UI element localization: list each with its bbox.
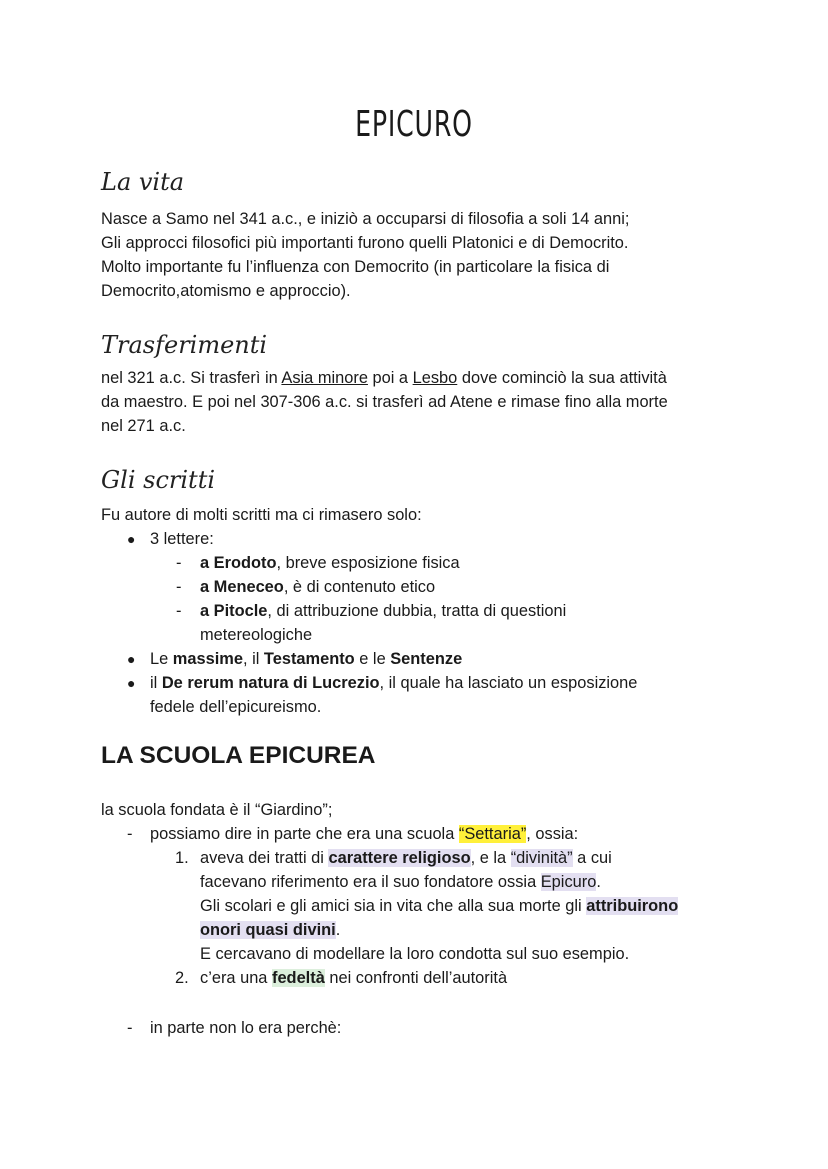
scuola-item-1-line-1 — [200, 846, 612, 870]
list-number: 1. — [175, 849, 189, 867]
highlight: “Settaria” — [458, 825, 527, 843]
page-title: EPICURO — [355, 104, 473, 145]
trasferimenti-line-3: nel 271 a.c. — [101, 417, 186, 435]
dash-icon: - — [127, 825, 133, 843]
text: massime — [172, 650, 243, 668]
highlight: carattere religioso — [328, 849, 471, 867]
scuola-intro: la scuola fondata è il “Giardino”; — [101, 801, 333, 819]
scritti-dash-3-cont: metereologiche — [200, 626, 313, 644]
vita-line-4: Democrito,atomismo e approccio). — [101, 282, 351, 300]
highlight: Epicuro — [540, 873, 597, 891]
text: poi a — [367, 369, 413, 387]
link-lesbo[interactable]: Lesbo — [412, 369, 458, 387]
scritti-dash-2 — [200, 575, 435, 599]
text: De rerum natura di Lucrezio — [161, 674, 380, 692]
text: Sentenze — [390, 650, 463, 668]
scritti-bullet-1: 3 lettere: — [150, 530, 214, 548]
text: , ossia: — [526, 825, 579, 843]
text: , di attribuzione dubbia, tratta di questioni — [267, 602, 567, 620]
text: possiamo dire in parte che era una scuola — [150, 825, 459, 843]
text: Le — [150, 650, 173, 668]
scritti-dash-1 — [200, 551, 460, 575]
scuola-item-1-line-4 — [200, 918, 340, 942]
scritti-intro: Fu autore di molti scritti ma ci rimasero solo: — [101, 506, 422, 524]
heading-vita: La vita — [101, 168, 185, 196]
text: a Erodoto — [200, 554, 277, 572]
scritti-bullet-2 — [150, 647, 462, 671]
highlight: onori quasi divini — [200, 921, 336, 939]
vita-line-3: Molto importante fu l’influenza con Democrito (in particolare la fisica di — [101, 258, 610, 276]
scuola-dash-2: in parte non lo era perchè: — [150, 1019, 342, 1037]
text: . — [335, 921, 341, 939]
text: a Meneceo — [200, 578, 284, 596]
text: a cui — [572, 849, 612, 867]
paragraph-trasferimenti — [101, 366, 761, 438]
bullet-icon: ● — [127, 675, 136, 691]
highlight: attribuirono — [586, 897, 679, 915]
text: a Pitocle — [200, 602, 268, 620]
text: dove cominciò la sua attività — [457, 369, 667, 387]
heading-trasferimenti: Trasferimenti — [101, 331, 268, 359]
text: , il — [242, 650, 264, 668]
text: , il quale ha lasciato un esposizione — [379, 674, 638, 692]
text: nel 321 a.c. Si trasferì in — [101, 369, 282, 387]
text: aveva dei tratti di — [200, 849, 329, 867]
heading-scuola: LA SCUOLA EPICUREA — [101, 742, 376, 769]
scuola-item-2 — [200, 966, 507, 990]
text: , e la — [470, 849, 511, 867]
scuola-item-1-line-5: E cercavano di modellare la loro condotta sul suo esempio. — [200, 945, 630, 963]
text: Testamento — [263, 650, 355, 668]
highlight: fedeltà — [271, 969, 325, 987]
link-asia-minore[interactable]: Asia minore — [281, 369, 368, 387]
trasferimenti-line-1 — [101, 366, 761, 390]
vita-line-1: Nasce a Samo nel 341 a.c., e iniziò a occuparsi di filosofia a soli 14 anni; — [101, 210, 630, 228]
scritti-dash-3 — [200, 599, 566, 623]
text: c’era una — [200, 969, 272, 987]
scuola-item-1-line-2 — [200, 870, 601, 894]
dash-icon: - — [176, 602, 182, 620]
text: facevano riferimento era il suo fondatore ossia — [200, 873, 541, 891]
dash-icon: - — [127, 1019, 133, 1037]
text: . — [596, 873, 601, 891]
text: il — [150, 674, 162, 692]
list-number: 2. — [175, 969, 189, 987]
scuola-dash-1 — [150, 822, 578, 846]
text: , breve esposizione fisica — [276, 554, 460, 572]
highlight: “divinità” — [510, 849, 573, 867]
bullet-icon: ● — [127, 531, 136, 547]
text: nei confronti dell’autorità — [324, 969, 508, 987]
paragraph-vita — [101, 207, 761, 303]
vita-line-2: Gli approcci filosofici più importanti furono quelli Platonici e di Democrito. — [101, 234, 629, 252]
scritti-bullet-3-cont: fedele dell’epicureismo. — [150, 698, 322, 716]
text: Gli scolari e gli amici sia in vita che alla sua morte gli — [200, 897, 587, 915]
heading-scritti: Gli scritti — [101, 466, 216, 494]
trasferimenti-line-2: da maestro. E poi nel 307-306 a.c. si trasferì ad Atene e rimase fino alla morte — [101, 393, 668, 411]
dash-icon: - — [176, 578, 182, 596]
text: , è di contenuto etico — [283, 578, 436, 596]
dash-icon: - — [176, 554, 182, 572]
text: e le — [354, 650, 391, 668]
scuola-item-1-line-3 — [200, 894, 678, 918]
scritti-bullet-3 — [150, 671, 637, 695]
bullet-icon: ● — [127, 651, 136, 667]
